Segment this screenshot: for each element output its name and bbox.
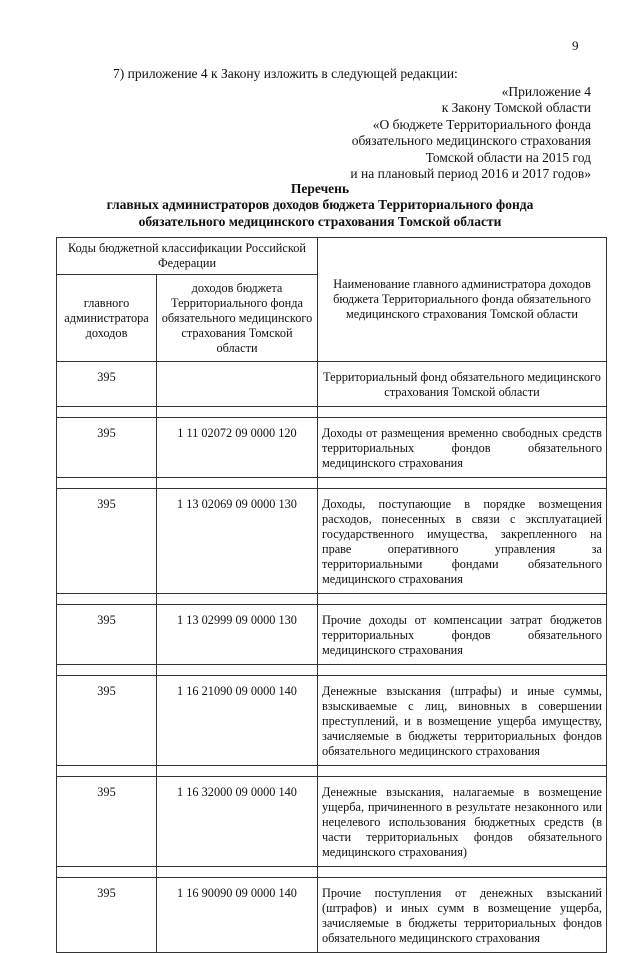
cell-revenue-code <box>157 362 318 407</box>
cell-name: Доходы, поступающие в порядке возмещения расходов, понесенных в связи с эксплуатацией государственного имущества, закрепленного на праве оперативного управления за территориальными фондами обязательного медицинского страхования <box>318 489 607 594</box>
cell-admin-code: 395 <box>57 878 157 953</box>
cell-name: Прочие доходы от компенсации затрат бюджетов территориальных фондов обязательного медицинского страхования <box>318 605 607 665</box>
document-heading <box>0 181 640 230</box>
table-row <box>57 418 607 478</box>
table-row <box>57 605 607 665</box>
appendix-line: «Приложение 4 <box>501 84 591 99</box>
heading-line-2: главных администраторов доходов бюджета Территориального фонда <box>106 197 534 213</box>
cell-revenue-code: 1 16 21090 09 0000 140 <box>157 676 318 766</box>
cell-revenue-code: 1 16 32000 09 0000 140 <box>157 777 318 867</box>
cell-admin-code: 395 <box>57 676 157 766</box>
cell-revenue-code: 1 13 02069 09 0000 130 <box>157 489 318 594</box>
heading-line-3: обязательного медицинского страхования Томской области <box>138 213 502 229</box>
cell-name: Денежные взыскания (штрафы) и иные суммы, взыскиваемые с лиц, виновных в совершении преступлений, и в возмещение ущерба имуществу, зачисляемые в бюджеты территориальных фондов обязательного медицинского страхования <box>318 676 607 766</box>
header-revenue-code: доходов бюджета Территориального фонда обязательного медицинского страхования Томской области <box>157 275 318 362</box>
cell-name: Прочие поступления от денежных взысканий (штрафов) и иных сумм в возмещение ущерба, зачисляемые в бюджеты территориальных фондов обязательного медицинского страхования <box>318 878 607 953</box>
table-row <box>57 777 607 867</box>
appendix-line: обязательного медицинского страхования <box>351 133 591 149</box>
row-spacer <box>57 665 607 676</box>
appendix-reference <box>350 84 591 182</box>
header-budget-codes: Коды бюджетной классификации Российской Федерации <box>57 238 318 275</box>
table-row <box>57 489 607 594</box>
heading-line-1: Перечень <box>290 181 350 196</box>
table-row <box>57 362 607 407</box>
cell-admin-code: 395 <box>57 418 157 478</box>
cell-name: Денежные взыскания, налагаемые в возмещение ущерба, причиненного в результате незаконного или нецелевого использования бюджетных средств (в части территориальных фондов обязательного медицинского страхования) <box>318 777 607 867</box>
appendix-line: Томской области на 2015 год <box>425 149 591 165</box>
cell-name: Доходы от размещения временно свободных средств территориальных фондов обязательного медицинского страхования <box>318 418 607 478</box>
header-administrator-code: главного администратора доходов <box>57 275 157 362</box>
table-header-row <box>57 238 607 275</box>
intro-text: 7) приложение 4 к Закону изложить в следующей редакции: <box>113 66 458 81</box>
appendix-line: «О бюджете Территориального фонда <box>372 116 591 132</box>
cell-admin-code: 395 <box>57 605 157 665</box>
cell-revenue-code: 1 11 02072 09 0000 120 <box>157 418 318 478</box>
cell-admin-code: 395 <box>57 489 157 594</box>
row-spacer <box>57 478 607 489</box>
cell-revenue-code: 1 13 02999 09 0000 130 <box>157 605 318 665</box>
appendix-line: к Закону Томской области <box>441 100 591 116</box>
header-administrator-name: Наименование главного администратора доходов бюджета Территориального фонда обязательного медицинского страхования Томской области <box>318 238 607 362</box>
table-row <box>57 676 607 766</box>
row-spacer <box>57 407 607 418</box>
row-spacer <box>57 766 607 777</box>
cell-admin-code: 395 <box>57 362 157 407</box>
cell-admin-code: 395 <box>57 777 157 867</box>
row-spacer <box>57 594 607 605</box>
row-spacer <box>57 867 607 878</box>
page-number: 9 <box>572 38 579 53</box>
appendix-line: и на плановый период 2016 и 2017 годов» <box>350 166 591 182</box>
cell-name: Территориальный фонд обязательного медицинского страхования Томской области <box>318 362 607 407</box>
administrators-table <box>56 237 607 953</box>
cell-revenue-code: 1 16 90090 09 0000 140 <box>157 878 318 953</box>
table-row <box>57 878 607 953</box>
